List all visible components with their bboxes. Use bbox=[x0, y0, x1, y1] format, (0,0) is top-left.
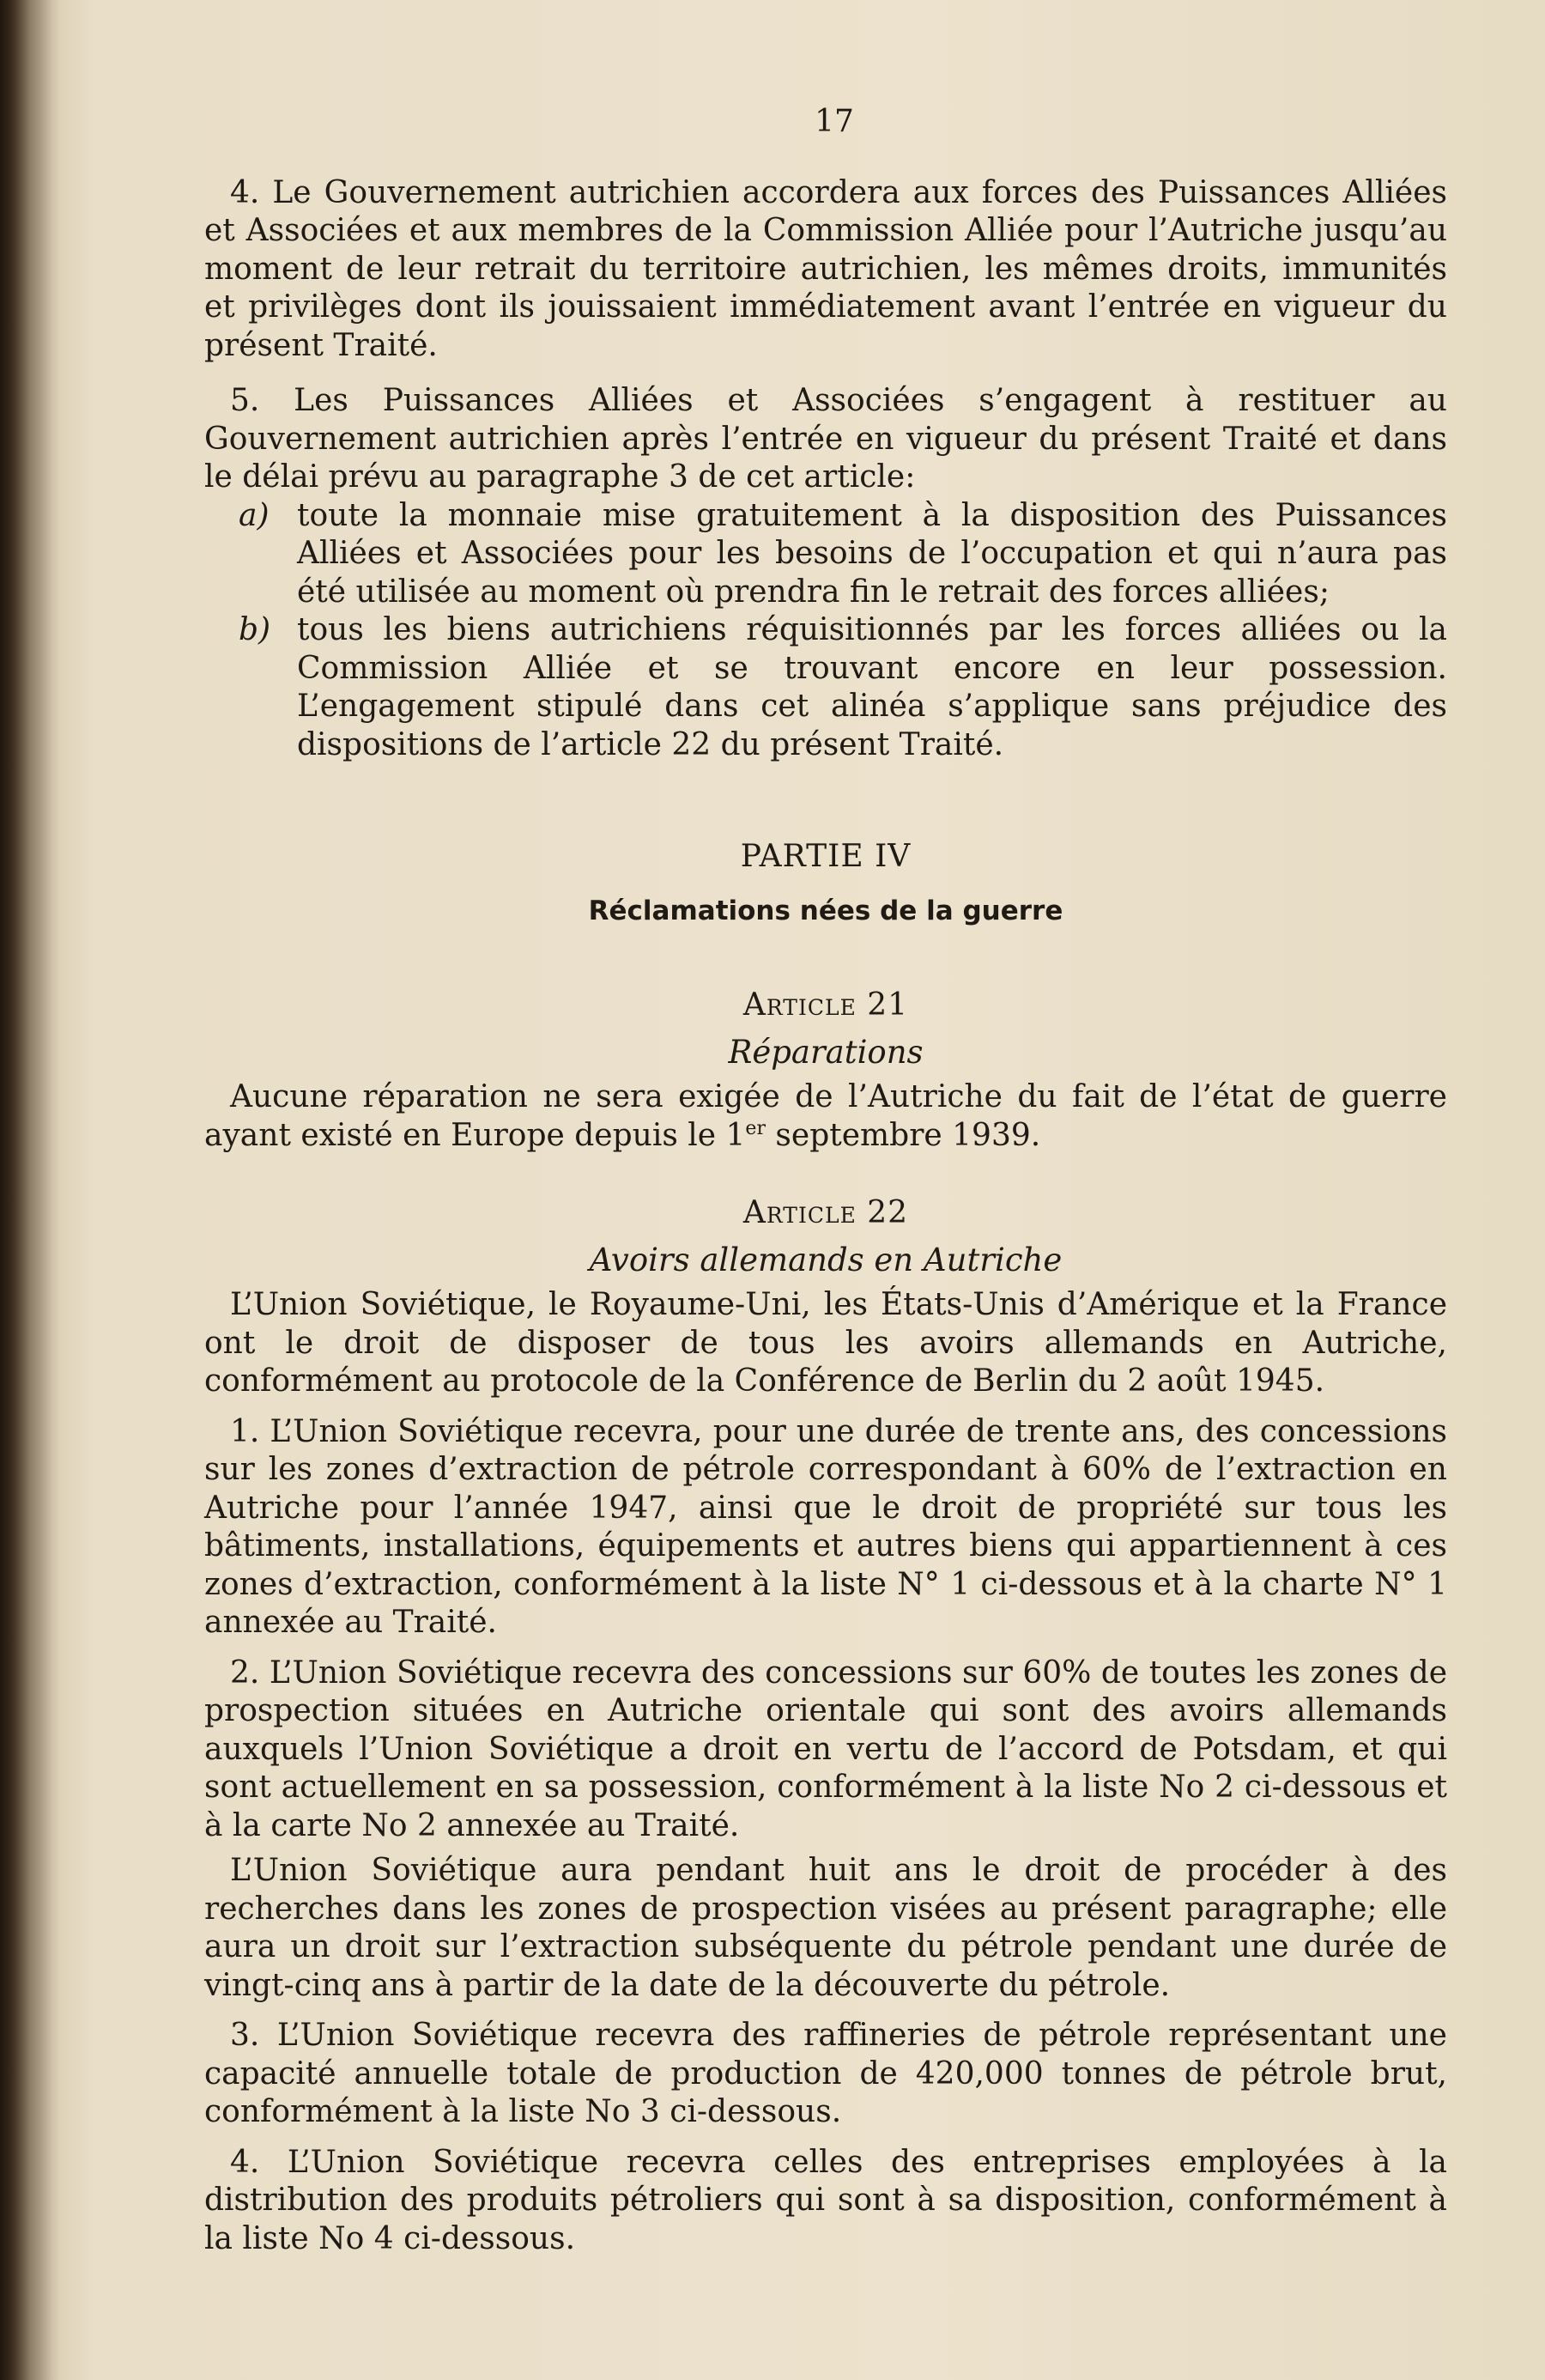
list-marker: b) bbox=[239, 612, 271, 647]
article-22-paragraph-1: 1. L’Union Soviétique recevra, pour une durée de trente ans, des concessions sur les zones d’extraction de pétrole correspondant à 60% de l’extraction en Autriche pour l’année 1947, ainsi que le droit de propriété sur tous les bâtiments, installations, équipements et autres biens qui appartiennent à ces zones d’extraction, conformément à la liste N° 1 ci-dessous et à la charte N° 1 annexée au Traité. bbox=[204, 1413, 1447, 1640]
part-heading: PARTIE IV bbox=[740, 839, 912, 874]
page-number: 17 bbox=[815, 104, 854, 139]
article-22-paragraph-2: 2. L’Union Soviétique recevra des concessions sur 60% de toutes les zones de prospection situées en Autriche orientale qui sont des avoirs allemands auxquels l’Union Soviétique a droit en vertu de l’accord de Potsdam, et qui sont actuellement en sa possession, conformément à la liste No 2 ci-dessous et à la carte No 2 annexée au Traité. bbox=[204, 1654, 1447, 1843]
paragraph-5-list bbox=[239, 497, 1447, 765]
article-21-text bbox=[204, 1078, 1447, 1155]
article-22-heading: Article 22 bbox=[742, 1195, 909, 1230]
article-22-title: Avoirs allemands en Autriche bbox=[589, 1241, 1063, 1278]
list-item-text: toute la monnaie mise gratuitement à la disposition des Puissances Alliées et Associées pour les besoins de l’occupation et qui n’aura pas été utilisée au moment où prendra fin le retrait des forces alliées; bbox=[297, 497, 1447, 610]
article-22-paragraph-3: 3. L’Union Soviétique recevra des raffineries de pétrole représentant une capacité annuelle totale de production de 420,000 tonnes de pétrole brut, conformément à la liste No 3 ci-dessous. bbox=[204, 2018, 1447, 2129]
list-item-text: tous les biens autrichiens réquisitionnés par les forces alliées ou la Commission Alliée et se trouvant encore en leur possession. L’engagement stipulé dans cet alinéa s’applique sans préjudice des dispositions de l’article 22 du présent Traité. bbox=[297, 612, 1447, 762]
part-subtitle: Réclamations nées de la guerre bbox=[588, 895, 1063, 926]
article-22-intro: L’Union Soviétique, le Royaume-Uni, les États-Unis d’Amérique et la France ont le droit de disposer de tous les avoirs allemands en Autriche, conformément au protocole de la Conférence de Berlin du 2 août 1945. bbox=[204, 1287, 1447, 1399]
paragraph-4: 4. Le Gouvernement autrichien accordera aux forces des Puissances Alliées et Associées et aux membres de la Commission Alliée pour l’Autriche jusqu’au moment de leur retrait du territoire autrichien, les mêmes droits, immunités et privilèges dont ils jouissaient immédiatement avant l’entrée en vigueur du présent Traité. bbox=[204, 174, 1447, 363]
paragraph-5: 5. Les Puissances Alliées et Associées s’engagent à restituer au Gouvernement autrichien après l’entrée en vigueur du présent Traité et dans le délai prévu au paragraphe 3 de cet article: bbox=[204, 383, 1447, 495]
list-item-a bbox=[239, 497, 1447, 612]
article-22-paragraph-4: 4. L’Union Soviétique recevra celles des entreprises employées à la distribution des produits pétroliers qui sont à sa disposition, conformément à la liste No 4 ci-dessous. bbox=[204, 2144, 1447, 2256]
page-content bbox=[204, 103, 1447, 2275]
article-21-title: Réparations bbox=[728, 1033, 924, 1071]
superscript: er bbox=[745, 1117, 766, 1139]
article-21-heading: Article 21 bbox=[742, 987, 909, 1023]
article-22-paragraph-2-continued: L’Union Soviétique aura pendant huit ans le droit de procéder à des recherches dans les zones de prospection visées au présent paragraphe; elle aura un droit sur l’extraction subséquente du pétrole pendant une durée de vingt-cinq ans à partir de la date de la découverte du pétrole. bbox=[204, 1853, 1447, 2003]
article-21-text-main: Aucune réparation ne sera exigée de l’Autriche du fait de l’état de guerre ayant existé en Europe depuis le 1 bbox=[204, 1079, 1447, 1153]
article-21-text-end: septembre 1939. bbox=[765, 1117, 1041, 1153]
list-item-b bbox=[239, 611, 1447, 764]
book-spine-shadow bbox=[0, 0, 60, 2380]
list-marker: a) bbox=[239, 497, 270, 533]
